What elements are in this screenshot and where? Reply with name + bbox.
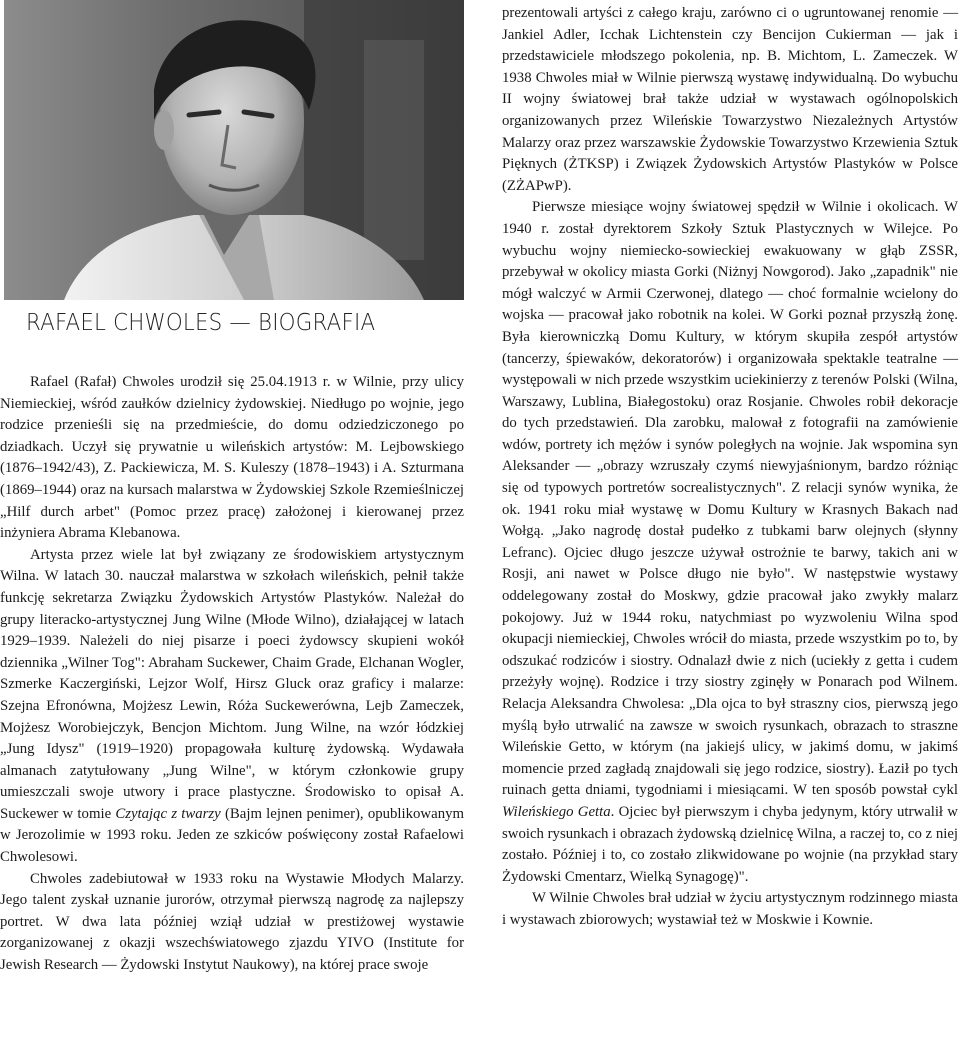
left-column [0, 372, 464, 977]
paragraph-text: Artysta przez wiele lat był związany ze środowiskiem artystycznym Wilna. W latach 30. nauczał malarstwa w szkołach wileńskich, pełnił także funkcję sekretarza Związku Żydowskich Artystów Plastyków. Należał do grupy literacko-artystycznej Jung Wilne (Młode Wilno), działającej w latach 1929–1939. Należeli do niej pisarze i poeci żydowscy skupieni wokół dziennika „Wilner Tog": Abraham Suckewer, Chaim Grade, Elchanan Wogler, Szmerke Kaczergiński, Lejzor Wolf, Hirsz Gluck oraz graficy i malarze: Szejna Efronówna, Mojżesz Lewin, Róża Suckewerówna, Lejb Zameczek, Mojżesz Worobiejczyk, Bencjon Michtom. Jung Wilne, na wzór łódzkiej „Jung Idysz" (1919–1920) propagowała kulturę żydowską. Wydawała almanach zatytułowany „Jung Wilne", w którym członkowie grupy umieszczali swoje utwory i prace plastyczne. Środowisko to opisał A. Suckewer w tomie [0, 546, 464, 822]
book-title: Czytając z twarzy [115, 805, 221, 822]
paragraph [0, 545, 464, 869]
paragraph: Chwoles zadebiutował w 1933 roku na Wystawie Młodych Malarzy. Jego talent zyskał uznanie jurorów, otrzymał pierwszą nagrodę za najlepszy portret. W dwa lata później wziął udział w prestiżowej wystawie zorganizowanej z okazji wszechświatowego zjazdu YIVO (Institute for Jewish Research — Żydowski Instytut Naukowy), na której prace swoje [0, 870, 464, 974]
paragraph [502, 197, 958, 888]
cycle-title: Wileńskiego Getta [502, 803, 611, 820]
paragraph-text: . Ojciec był pierwszym i chyba jedynym, który utrwalił w swoich rysunkach i obrazach żydowską dzielnicę Wilna, a raczej to, co z niej zostało. Później i to, co zostało zlikwidowane po wojnie (na przykład stary Żydowski Cmentarz, Wielką Synagogę)". [502, 803, 959, 885]
paragraph: W Wilnie Chwoles brał udział w życiu artystycznym rodzinnego miasta i wystawach zbiorowych; wystawiał też w Moskwie i Kownie. [502, 890, 958, 928]
paragraph-text: (Bajm lejnen penimer), opublikowanym w Jerozolimie w 1993 roku. Jeden ze szkiców poświęcony został Rafaelowi Chwolesowi. [0, 805, 464, 866]
paragraph: prezentowali artyści z całego kraju, zarówno ci o ugruntowanej renomie — Jankiel Adler, Icchak Lichtenstein czy Bencijon Cukierman — jak i przedstawiciele młodszego pokolenia, np. B. Michtom, L. Zameczek. W 1938 Chwoles miał w Wilnie pierwszą wystawę indywidualną. Do wybuchu II wojny światowej brał także udział w wystawach ogólnopolskich organizowanych przez Wileńskie Towarzystwo Niezależnych Artystów Malarzy oraz przez warszawskie Żydowskie Towarzystwo Krzewienia Sztuk Pięknych (ŻTKSP) i Związek Żydowskich Artystów Plastyków w Polsce (ZŻAPwP). [502, 5, 958, 194]
portrait-photo [4, 0, 464, 300]
portrait-photo-image [4, 0, 464, 300]
paragraph: Rafael (Rafał) Chwoles urodził się 25.04.1913 r. w Wilnie, przy ulicy Niemieckiej, wśród zaułków dzielnicy żydowskiej. Niedługo po wojnie, jego rodzice przenieśli się na przedmieście, do domu odziedziczonego po dziadkach. Uczył się prywatnie u wileńskich artystów: M. Lejbowskiego (1876–1942/43), Z. Packiewicza, M. S. Kuleszy (1878–1943) i A. Szturmana (1869–1944) oraz na kursach malarstwa w Żydowskiej Szkole Rzemieślniczej „Hilf durch arbet" (Pomoc przez pracę) założonej i kierowanej przez inżyniera Abrama Klebanowa. [0, 374, 464, 542]
page-title: RAFAEL CHWOLES — BIOGRAFIA [26, 310, 376, 336]
paragraph-text: Pierwsze miesiące wojny światowej spędził w Wilnie i okolicach. W 1940 r. został dyrektorem Szkoły Sztuk Plastycznych w Wilejce. Po wybuchu wojny niemiecko-sowieckiej ewakuowany w głąb ZSSR, przebywał w okolicy miasta Gorki (Niżnyj Nowgorod). Jako „zapadnik" nie mógł walczyć w Armii Czerwonej, dlatego — choć formalnie wcielony do wojska — pracował jako robotnik na kolei. W Gorki poznał przyszłą żonę. Była kierowniczką Domu Kultury, w którym skupiła zespół artystów (tancerzy, śpiewaków, dekoratorów) i organizowała spektakle teatralne — występowali w nich przede wszystkim uciekinierzy z terenów Polski (Wilna, Warszawy, Lublina, Białegostoku) oraz Rosjanie. Chwoles robił dekoracje do tych przedstawień. Dla zarobku, malował z fotografii na zamówienie wdów, portrety ich mężów i synów poległych na wojnie. Jak wspomina syn Aleksander — „obrazy wzruszały czymś niewyjaśnionym, bardzo różniąc się od typowych portretów socrealistycznych". Z relacji synów wynika, że ok. 1941 roku miał wystawę w Domu Kultury w Krasnych Bakach nad Wołgą. „Jako nagrodę dostał pudełko z tubkami barw olejnych (słynny Lefranc). Ojciec długo jeszcze używał ostrożnie te barwy, takich ani w Rosji, ani nawet w Polsce długo nie było". W następstwie wystawy oddelegowany został do Moskwy, gdzie pracował jako zwykły malarz pokojowy. Już w 1944 roku, natychmiast po wyzwoleniu Wilna spod okupacji niemieckiej, Chwoles wrócił do miasta, przede wszystkim po to, by odszukać rodziców i siostry. Odnalazł dwie z nich (uciekły z getta i cudem przeżyły wojnę). Rodzice i trzy siostry zginęły w Ponarach pod Wilnem. Relacja Aleksandra Chwolesa: „Dla ojca to był straszny cios, pierwszą jego myślą było utrwalić na zawsze w swoich rysunkach, obrazach to straszne Wileńskie Getto, w którym (na jakiejś ulicy, w jakimś domu, w jakimś momencie przed zagładą znajdowali się jego rodzice, siostry). Łaził po tych ruinach getta dniami, tygodniami i miesiącami. W ten sposób powstał cykl [502, 199, 958, 799]
right-column [502, 3, 958, 932]
